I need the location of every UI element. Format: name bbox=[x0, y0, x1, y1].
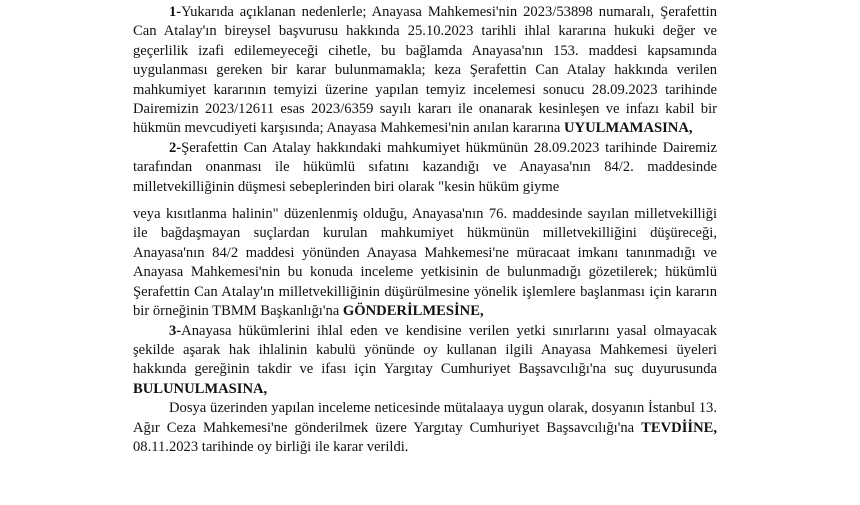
paragraph-number: 1- bbox=[169, 4, 182, 20]
paragraph-text: Anayasa hükümlerini ihlal eden ve kendisine verilen yetki sınırlarını yasal olmayacak şekilde aşarak hak ihlalinin kabulü yönünde oy kullanan ilgili Anayasa Mahkemesi üyeleri hakkında gereğinin takdir ve ifası için Yargıtay Cumhuriyet Başsavcılığı'na suç duyurusunda bbox=[133, 322, 717, 378]
paragraph-number: 2- bbox=[169, 139, 182, 156]
paragraph-text: Dosya üzerinden yapılan inceleme neticesinde mütalaaya uygun olarak, dosyanın İstanbul 13. Ağır Ceza Mahkemesi'ne gönderilmek üzere Yargıtay Cumhuriyet Başsavcılığı'na bbox=[133, 400, 717, 436]
court-decision-text bbox=[133, 3, 725, 457]
paragraph-text: Yukarıda açıklanan nedenlerle; Anayasa Mahkemesi'nin 2023/53898 numaralı, Şerafettin Can Atalay'ın bireysel başvurusu hakkında 25.10.2023 tarihli ihlal kararına hukuki değer ve geçerlilik izafi edilemeyeceği cihetle, bu bağlamda Anayasa'nın 153. maddesi kapsamında uygulanması gereken bir karar bulunmamakla; keza Şerafettin Can Atalay hakkında verilen mahkumiyet kararının temyizi üzerine yapılan temyiz incelemesi sonucu 28.09.2023 tarihinde Dairemizin 2023/12611 esas 2023/6359 sayılı kararı ile onanarak kesinleşen ve infazı kabil bir hükmün mevcudiyeti karşısında; Anayasa Mahkemesi'nin anılan kararına bbox=[133, 4, 717, 137]
decision-date-text: 08.11.2023 tarihinde oy birliği ile karar verildi. bbox=[133, 419, 725, 455]
paragraph-1 bbox=[133, 3, 717, 139]
ruling-keyword: GÖNDERİLMESİNE, bbox=[342, 303, 484, 320]
closing-paragraph bbox=[133, 399, 725, 457]
paragraph-text: veya kısıtlanma halinin" düzenlenmiş olduğu, Anayasa'nın 76. maddesinde sayılan milletvekilliği ile bağdaşmayan suçlardan kurulan mahkumiyet hükmünün milletvekilliğini düşüreceği, Anayasa'nın 84/2 maddesi yönünden Anayasa Mahkemesi'ne müracaat imkanı tanınmadığı ve Anayasa Mahkemesi'nin bu konuda inceleme yetkisinin de bulunmadığı gözetilerek; hükümlü Şerafettin Can Atalay'ın milletvekilliğinin düşürülmesine yönelik işlemlere başlanması için kararın bir örneğinin TBMM Başkanlığı'na bbox=[133, 206, 717, 320]
ruling-keyword: UYULMAMASINA, bbox=[564, 120, 693, 137]
paragraph-text: Şerafettin Can Atalay hakkındaki mahkumiyet hükmünün 28.09.2023 tarihinde Dairemiz tarafından onanması ile hükümlü sıfatını kazandığı ve Anayasa'nın 84/2. maddesinde milletvekilliğinin düşmesi sebeplerinden biri olarak "kesin hüküm giyme bbox=[133, 139, 717, 195]
paragraph-2-part-2 bbox=[133, 205, 717, 321]
paragraph-2-part-1 bbox=[133, 139, 717, 197]
ruling-keyword: TEVDİİNE, bbox=[641, 419, 717, 436]
paragraph-number: 3- bbox=[169, 322, 182, 339]
ruling-keyword: BULUNULMASINA, bbox=[133, 380, 268, 397]
paragraph-3 bbox=[133, 322, 717, 400]
